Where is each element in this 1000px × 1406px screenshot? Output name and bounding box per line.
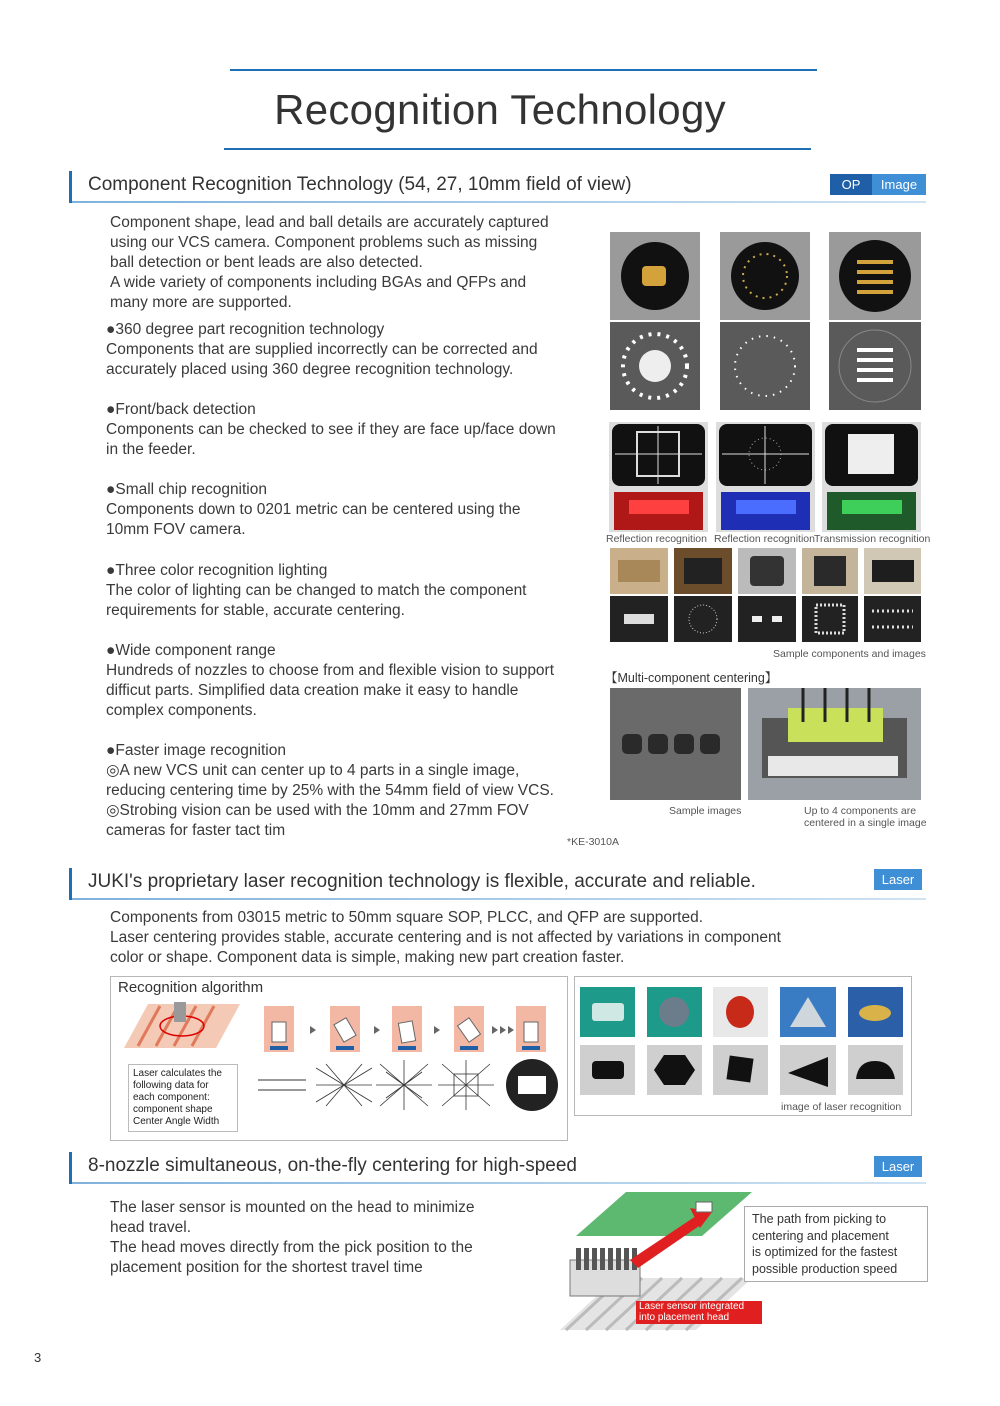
sample-image-4 — [802, 596, 858, 642]
tag-op: OP — [830, 174, 872, 195]
sample-photo-2 — [674, 548, 732, 594]
laser-photo-2 — [647, 987, 702, 1037]
laser-image-5 — [848, 1045, 903, 1095]
feature-faster-body: ◎A new VCS unit can center up to 4 parts in a single image, reducing centering time by 25% with the 54mm field of view VCS. ◎Strobing vision can be used with the 10mm and 27mm FOV cameras for faster tact tim — [106, 762, 554, 839]
section3-title: 8-nozzle simultaneous, on-the-fly centering for high-speed — [88, 1155, 577, 1176]
feature-lighting-body: The color of lighting can be changed to match the component requirements for stable, accurate centering. — [106, 582, 527, 619]
section2-title: JUKI's proprietary laser recognition technology is flexible, accurate and reliable. — [88, 871, 756, 892]
title-rule-top — [230, 69, 817, 71]
feature-range-body: Hundreds of nozzles to choose from and flexible vision to support difficut parts. Simplified data creation make it easy to handle complex components. — [106, 662, 555, 719]
algorithm-note: Laser calculates the following data for each component: component shape Center Angle Width — [128, 1064, 238, 1132]
tag-laser-1: Laser — [874, 869, 922, 890]
sample-image-1 — [610, 596, 668, 642]
laser-photo-3 — [713, 987, 768, 1037]
feature-smallchip-heading: ●Small chip recognition — [106, 481, 267, 498]
image-recog-1 — [610, 322, 700, 410]
multi-centering-photo — [748, 688, 921, 800]
section1-underline — [72, 201, 926, 203]
feature-360-heading: ●360 degree part recognition technology — [106, 321, 385, 338]
feature-range-heading: ●Wide component range — [106, 642, 276, 659]
multi-sample-image — [610, 688, 741, 800]
laser-image-1 — [580, 1045, 635, 1095]
caption-transmission: Transmission recognition — [814, 533, 931, 545]
tag-image: Image — [872, 174, 926, 195]
path-note: The path from picking to centering and placement is optimized for the fastest possible production speed — [744, 1206, 928, 1282]
feature-frontback-heading: ●Front/back detection — [106, 401, 256, 418]
algorithm-line-diagrams — [256, 1058, 562, 1112]
page-title: Recognition Technology — [274, 86, 726, 133]
caption-up-to-4: Up to 4 components are centered in a single image — [804, 805, 927, 829]
algorithm-laser-illustration — [118, 996, 246, 1054]
multi-centering-heading: 【Multi-component centering】 — [605, 671, 778, 685]
tag-laser-2: Laser — [874, 1156, 922, 1177]
section2-body: Components from 03015 metric to 50mm square SOP, PLCC, and QFP are supported. Laser centering provides stable, accurate centering and is not affected by variations in component color or shape. Component data is simple, making new part creation faster. — [110, 909, 781, 966]
feature-frontback-body: Components can be checked to see if they are face up/face down in the feeder. — [106, 421, 556, 458]
section2-underline — [72, 898, 926, 900]
feature-faster-heading: ●Faster image recognition — [106, 742, 286, 759]
section3-underline — [72, 1182, 926, 1184]
photo-bga-top-1 — [610, 232, 700, 320]
laser-photo-1 — [580, 987, 635, 1037]
monitor-reflection-red — [609, 422, 708, 532]
section3-bar — [69, 1152, 72, 1184]
caption-reflection-2: Reflection recognition — [714, 533, 815, 545]
photo-bga-top-3 — [829, 232, 921, 320]
monitor-transmission-green — [822, 422, 921, 532]
sample-photo-5 — [864, 548, 921, 594]
image-recog-3 — [829, 322, 921, 410]
section3-body: The laser sensor is mounted on the head to minimize head travel. The head moves directly from the pick position to the placement position for the shortest travel time — [110, 1199, 475, 1276]
photo-bga-top-2 — [720, 232, 810, 320]
laser-photo-5 — [848, 987, 903, 1037]
feature-lighting-heading: ●Three color recognition lighting — [106, 562, 328, 579]
laser-photo-4 — [780, 987, 836, 1037]
monitor-reflection-blue — [716, 422, 815, 532]
sample-image-2 — [674, 596, 732, 642]
algorithm-step-diagrams — [262, 1004, 552, 1054]
section1-bar — [69, 171, 72, 203]
caption-laser-recognition: image of laser recognition — [781, 1101, 902, 1113]
sample-image-5 — [864, 596, 921, 642]
model-note: *KE-3010A — [567, 836, 619, 848]
section2-bar — [69, 868, 72, 900]
algorithm-title: Recognition algorithm — [118, 979, 264, 996]
sample-photo-3 — [738, 548, 796, 594]
image-recog-2 — [720, 322, 810, 410]
laser-image-2 — [647, 1045, 702, 1095]
feature-360-body: Components that are supplied incorrectly can be corrected and accurately placed using 360 degree recognition technology. — [106, 341, 538, 378]
caption-reflection-1: Reflection recognition — [606, 533, 707, 545]
page-number: 3 — [34, 1350, 42, 1365]
laser-image-4 — [780, 1045, 836, 1095]
section1-title: Component Recognition Technology (54, 27, 10mm field of view) — [88, 174, 632, 195]
caption-sample-components: Sample components and images — [773, 648, 926, 660]
laser-image-3 — [713, 1045, 768, 1095]
section1-intro: Component shape, lead and ball details are accurately captured using our VCS camera. Component problems such as missing ball detection or bent leads are also detected. A wide variety of components including BGAs and QFPs and many more are supported. — [110, 214, 549, 311]
feature-smallchip-body: Components down to 0201 metric can be centered using the 10mm FOV camera. — [106, 501, 521, 538]
caption-sample-images: Sample images — [669, 805, 742, 817]
sample-photo-1 — [610, 548, 668, 594]
title-rule-bottom — [224, 148, 811, 150]
sensor-label: Laser sensor integrated into placement head — [636, 1301, 762, 1324]
sample-photo-4 — [802, 548, 858, 594]
sample-image-3 — [738, 596, 796, 642]
